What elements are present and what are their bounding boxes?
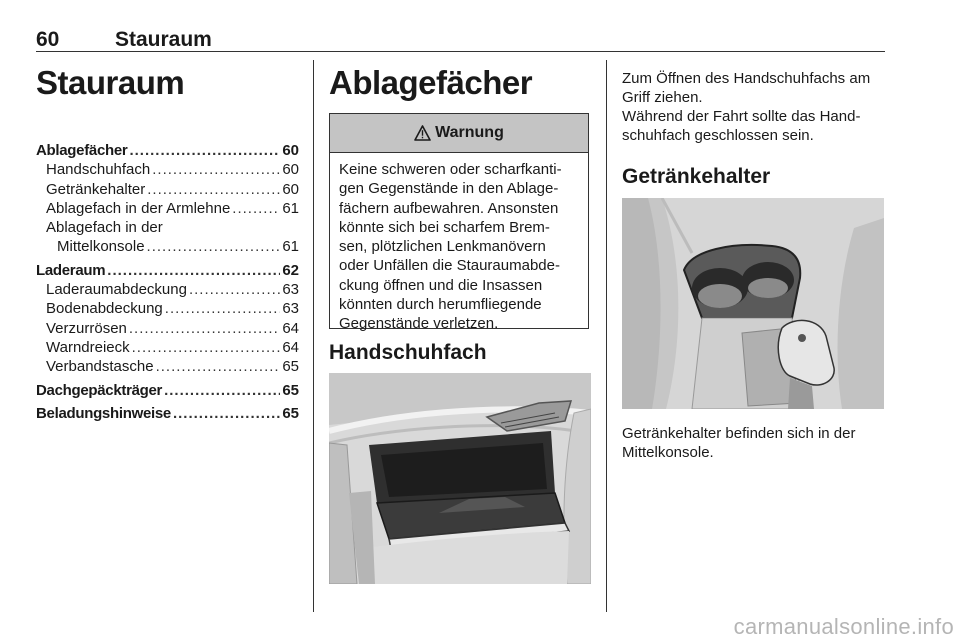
toc-label: Verbandstasche [46, 358, 154, 376]
toc-page-number: 65 [282, 404, 299, 422]
toc-page-number: 63 [282, 281, 299, 299]
toc-entry[interactable] [36, 357, 299, 376]
toc-entry[interactable] [36, 261, 299, 280]
running-title: Stauraum [115, 28, 212, 51]
toc-label: Getränkehalter [46, 180, 146, 198]
toc-entry[interactable] [36, 299, 299, 318]
toc-entry[interactable] [36, 237, 299, 256]
toc-page-number: 60 [282, 142, 299, 159]
page-number: 60 [36, 28, 60, 51]
toc-label: Ablagefach in der [46, 219, 163, 237]
subheading-getraenkehalter: Getränkehalter [622, 165, 771, 188]
toc-label: Ablagefächer [36, 142, 128, 159]
toc-leader-dots [232, 199, 280, 218]
column-divider-left [313, 60, 314, 612]
header-rule [36, 51, 885, 52]
toc-page-number: 63 [282, 300, 299, 318]
warning-text: Keine schweren oder scharfkanti- gen Gegenstände in den Ablage- fächern aufbewahren. Ansonsten könnte sich bei scharfem Brem- sen, plötzlichen Lenkmanövern oder Unfällen die Stauraumabde- ckung öffnen und die Insassen könnten durch herumfliegende Gegenstände verletzen. [339, 161, 562, 333]
watermark: carmanualsonline.info [733, 614, 954, 639]
toc-label: Laderaum [36, 261, 106, 279]
toc-label: Warndreieck [46, 338, 130, 356]
toc-label: Bodenabdeckung [46, 300, 163, 318]
toc-page-number: 65 [282, 358, 299, 376]
toc-leader-dots [189, 280, 280, 299]
chapter-title: Stauraum [36, 64, 185, 101]
paragraph-close-while-driving: Während der Fahrt sollte das Hand- schuhfach geschlossen sein. [622, 108, 861, 145]
caption-cupholder: Getränkehalter befinden sich in der Mittelkonsole. [622, 425, 856, 462]
toc-leader-dots [164, 381, 280, 400]
toc-leader-dots [173, 404, 280, 423]
toc-page-number: 60 [282, 180, 299, 198]
table-of-contents [36, 141, 299, 423]
toc-label: Mittelkonsole [57, 238, 145, 256]
warning-heading: Warnung [435, 124, 504, 141]
toc-entry[interactable] [36, 404, 299, 423]
toc-label: Handschuhfach [46, 161, 151, 179]
warning-header [330, 114, 588, 153]
toc-leader-dots [129, 141, 280, 160]
warning-box [329, 113, 589, 333]
toc-page-number: 65 [282, 381, 299, 399]
toc-entry[interactable] [36, 338, 299, 357]
toc-label: Dachgepäckträger [36, 381, 163, 399]
section-title: Ablagefächer [329, 64, 533, 101]
toc-leader-dots [147, 237, 281, 256]
toc-entry[interactable] [36, 160, 299, 179]
toc-page-number: 64 [282, 338, 299, 356]
toc-leader-dots [132, 338, 281, 357]
subheading-handschuhfach: Handschuhfach [329, 341, 487, 364]
toc-leader-dots [147, 180, 280, 199]
toc-label: Laderaumabdeckung [46, 281, 187, 299]
toc-page-number: 64 [282, 319, 299, 337]
glovebox-illustration [329, 373, 591, 584]
column-divider-right [606, 60, 607, 612]
toc-leader-dots [152, 160, 280, 179]
toc-label: Beladungshinweise [36, 404, 171, 422]
toc-page-number: 61 [282, 199, 299, 217]
warning-triangle-icon [414, 125, 431, 141]
toc-entry[interactable] [36, 141, 299, 160]
toc-leader-dots [156, 357, 281, 376]
cupholder-illustration [622, 198, 884, 409]
toc-leader-dots [107, 261, 280, 280]
toc-entry[interactable] [36, 218, 299, 237]
toc-leader-dots [165, 299, 281, 318]
toc-entry[interactable] [36, 280, 299, 299]
toc-page-number: 61 [282, 238, 299, 256]
toc-entry[interactable] [36, 381, 299, 400]
toc-entry[interactable] [36, 180, 299, 199]
toc-label: Verzurrösen [46, 319, 127, 337]
paragraph-open-glovebox: Zum Öffnen des Handschuhfachs am Griff ziehen. [622, 70, 871, 107]
toc-leader-dots [129, 319, 280, 338]
toc-label: Ablagefach in der Armlehne [46, 199, 231, 217]
toc-entry[interactable] [36, 319, 299, 338]
toc-page-number: 62 [282, 261, 299, 279]
toc-entry[interactable] [36, 199, 299, 218]
toc-page-number: 60 [282, 161, 299, 179]
